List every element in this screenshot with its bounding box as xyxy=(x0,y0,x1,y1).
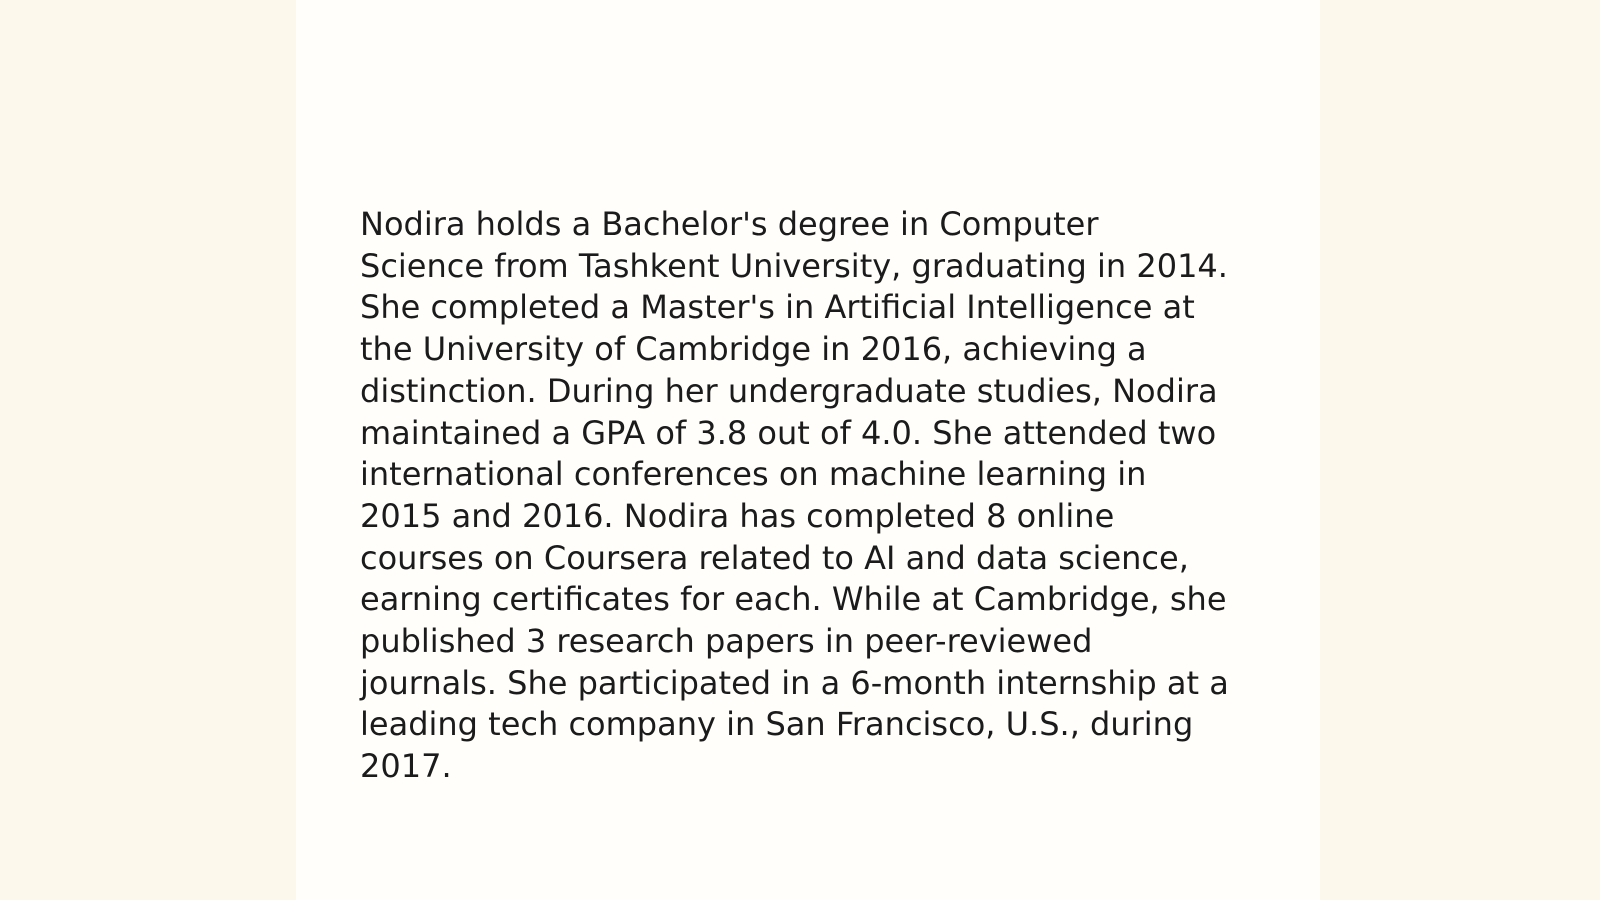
document-page xyxy=(296,0,1320,900)
bio-paragraph: Nodira holds a Bachelor's degree in Computer Science from Tashkent University, graduating in 2014. She completed a Master's in Artificial Intelligence at the University of Cambridge in 2016, achieving a distinction. During her undergraduate studies, Nodira maintained a GPA of 3.8 out of 4.0. She attended two international conferences on machine learning in 2015 and 2016. Nodira has completed 8 online courses on Coursera related to AI and data science, earning certificates for each. While at Cambridge, she published 3 research papers in peer-reviewed journals. She participated in a 6-month internship at a leading tech company in San Francisco, U.S., during 2017. xyxy=(360,205,1229,786)
